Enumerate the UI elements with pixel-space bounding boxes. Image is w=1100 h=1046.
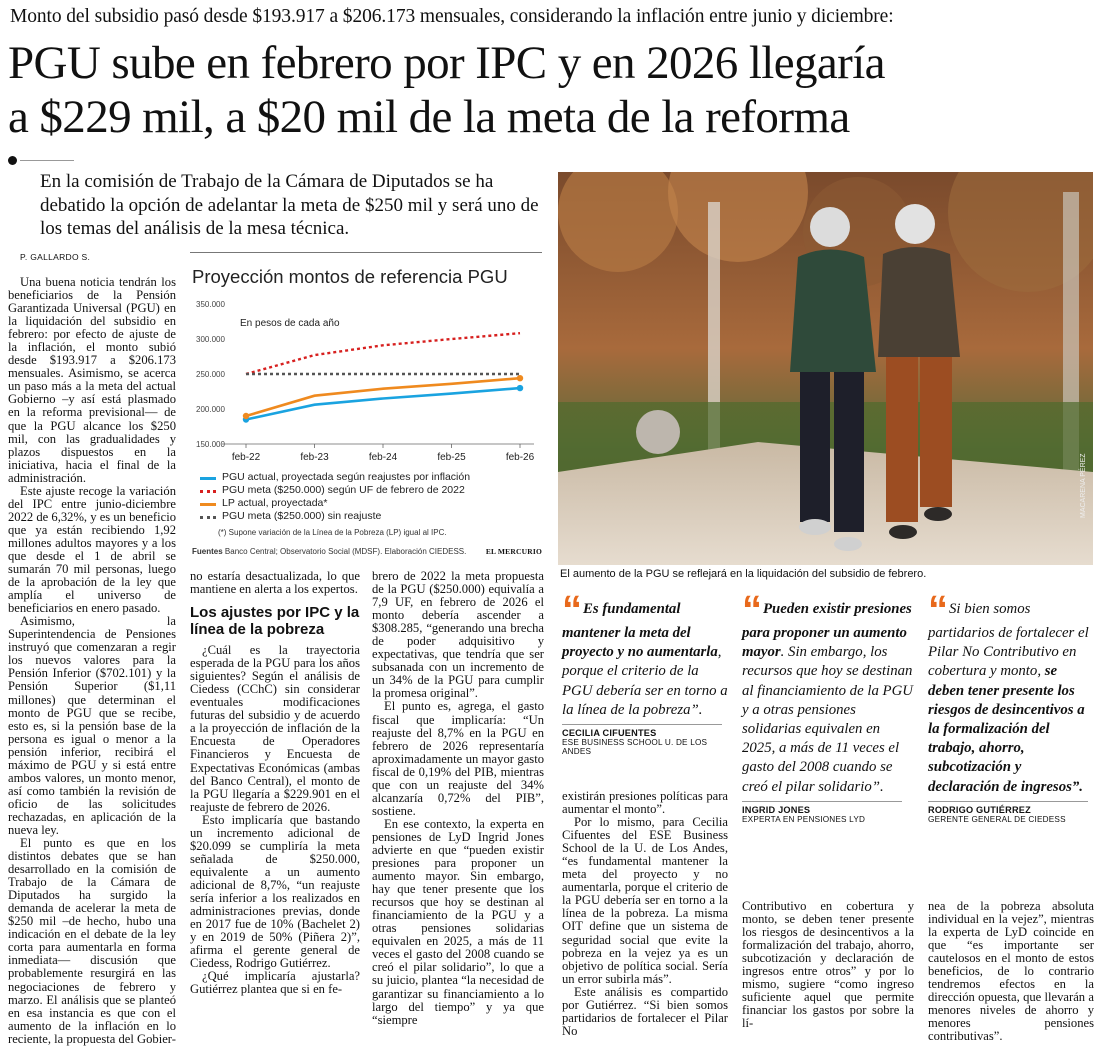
x-tick-label: feb-23 — [300, 452, 329, 463]
chart-title: Proyección montos de referencia PGU — [192, 266, 508, 287]
subheading: Los ajustes por IPC y la línea de la pobreza — [190, 604, 360, 639]
headline-line-2: a $229 mil, a $20 mil de la meta de la reforma — [8, 91, 850, 143]
quote-bold: se deben tener presente los riesgos de desincentivos a la formalización del trabajo, ahorro, subcotización y declaración de ingresos”. — [928, 663, 1085, 795]
legend-swatch — [200, 490, 216, 493]
paragraph: Contributivo en cobertura y monto, se deben tener presente los riesgos de desincentivos a la formalización del trabajo, ahorro, subcotización y declaración de ingresos entre otros” y por lo mismo, sugiere “como ingreso suficiente aquel que permite financiar los gastos por sobre la lí- — [742, 899, 914, 1031]
paragraph: Esto implicaría que bastando un incremento adicional de $20.099 se cumpliría la meta señalada de $250.000, equivalente a un aumento adicional de 8,7%, “un reajuste sería inferior a los realizados en administraciones previas, donde en 2017 fue de 10% (Bachelet 2) y en 2019 de 50% (Piñera 2)”, afirma el gerente general de Ciedess, Rodrigo Gutiérrez. — [190, 812, 360, 971]
column-3 — [372, 570, 544, 1027]
paragraph: brero de 2022 la meta propuesta de la PGU ($250.000) equivalía a 7,9 UF, en febrero de 2026 el monto debería ascender a $308.285, “generando una brecha de poder adquisitivo y expectativas, que tendría que ser subsanada con un incremento de un 34% de la PGU para cumplir la promesa original”. — [372, 569, 544, 701]
series-point-2 — [517, 375, 523, 381]
paragraph: existirán presiones políticas para aumentar el monto”. — [562, 789, 728, 817]
paragraph: Este ajuste recoge la variación del IPC entre junio-diciembre 2022 de 6,32%, y es un beneficio que ya están recibiendo 1,92 millones adultos mayores y a los que desde el 1 de abril se sumarán 70 mil personas, luego de la aprobación de la ley que amplía el universo de beneficiarios en enero pasado. — [8, 483, 176, 616]
paragraph: El punto es, agrega, el gasto fiscal que implicaría: “Un reajuste del 8,7% en la PGU en febrero de 2026 representaría aproximadamente un mayor gasto fiscal de 0,19% del PIB, mientras que con un reajuste del 34% alcanzaría 0,72% del PIB”, sostiene. — [372, 699, 544, 818]
byline: P. GALLARDO S. — [20, 252, 91, 262]
legend-item — [222, 471, 470, 484]
series-point-0 — [517, 385, 523, 391]
paragraph: Por lo mismo, para Cecilia Cifuentes del ESE Business School de la U. de Los Andes, “es fundamental mantener la meta del proyecto y no aumentarla, porque el criterio de la PGU debería ser en torno a la línea de la pobreza. La misma OIT define que un sistema de seguridad social que evite la pobreza en la vejez ya es un objetivo de política social. Sería un error subirla más”. — [562, 815, 728, 986]
paragraph: El punto es que en los distintos debates que se han desarrollado en la comisión de Trabajo de la Cámara de Diputados ha surgido la demanda de acelerar la meta de $250 mil –de hecho, hubo una indicación en el debate de la ley corta para aumentarla en forma inmediata— discusión que probablemente resurgirá en las negociaciones de febrero y marzo. El análisis que se planteó en esa instancia es que con el aumento de la inflación en lo reciente, la propuesta del Gobier- — [8, 836, 176, 1046]
x-tick-label: feb-26 — [505, 452, 535, 463]
kicker: Monto del subsidio pasó desde $193.917 a $206.173 mensuales, considerando la inflación entre junio y diciembre: — [10, 6, 894, 27]
column-6 — [928, 900, 1094, 1044]
quote-author-role: ESE BUSINESS SCHOOL U. DE LOS ANDES — [562, 738, 708, 757]
legend-swatch — [200, 516, 216, 519]
paragraph: ¿Qué implicaría ajustarla? Gutiérrez plantea que si en fe- — [190, 969, 360, 997]
x-tick-label: feb-24 — [368, 452, 398, 463]
quote-author-role: EXPERTA EN PENSIONES LYD — [742, 814, 866, 824]
y-tick-label: 250.000 — [196, 370, 225, 379]
column-4 — [562, 790, 728, 1038]
column-2 — [190, 570, 360, 996]
quote-mark-icon: “ — [928, 588, 945, 632]
quote-lead: Si bien somos partidarios de fortalecer el Pilar No Contributivo en cobertura y monto, — [928, 601, 1089, 680]
quote-author: RODRIGO GUTIÉRREZ — [928, 804, 1031, 815]
chart-top-rule — [190, 252, 542, 253]
divider — [928, 801, 1088, 802]
section-bullet-icon — [8, 156, 17, 165]
series-line-1 — [246, 333, 520, 374]
chart-source-label: Fuentes — [192, 547, 223, 556]
y-tick-label: 300.000 — [196, 335, 225, 344]
quote-author: INGRID JONES — [742, 804, 811, 815]
chart-subtitle: En pesos de cada año — [240, 318, 340, 329]
paragraph: Asimismo, la Superintendencia de Pensiones instruyó que comenzaran a regir los nuevos valores para la Pensión Inferior ($702.101) y la Pensión Superior ($1,11 millones) que determinan el monto de PGU que se recibe, esto es, si la pensión base de la persona es igual o menor a la pensión inferior, recibirá el máximo de PGU y si está entre ambos valores, un monto menor, así como también la revisión de oficio de las solicitudes rechazadas, en aplicación de la nueva ley. — [8, 614, 176, 837]
x-tick-label: feb-25 — [437, 452, 466, 463]
chart-source — [192, 547, 466, 556]
photo-caption: El aumento de la PGU se reflejará en la liquidación del subsidio de febrero. — [560, 568, 927, 580]
quote-author: CECILIA CIFUENTES — [562, 728, 657, 739]
paragraph: Una buena noticia tendrán los beneficiarios de la Pensión Garantizada Universal (PGU) en la liquidación del subsidio en febrero: por efecto de ajuste de la inflación, el monto subió desde $193.917 a $206.173 mensuales. Asimismo, se acerca un paso más a la meta del actual Gobierno –y así está plasmado en la reforma previsional— de que la PGU alcance los $250 mil, con las gradualidades y plazos dispuestos en la iniciativa, hacia el final de la administración. — [8, 275, 176, 485]
legend-label: PGU actual, proyectada según reajustes por inflación — [222, 471, 471, 483]
headline-line-1: PGU sube en febrero por IPC y en 2026 llegaría — [8, 37, 885, 89]
paragraph: En ese contexto, la experta en pensiones de LyD Ingrid Jones advierte en que “pueden existir presiones para proponer un aumento mayor. Sin embargo, hay que tener presente que los recursos que hoy se destinan al financiamiento de la PGU y a otras pensiones solidarias equivalen en 2025, a más de 11 veces el gasto del 2008 cuando se creó el pilar solidario”, lo que a su juicio, plantea “la necesidad de garantizar su financiamiento a lo largo del tiempo” y ya que “siempre — [372, 816, 544, 1027]
headline — [8, 36, 1098, 144]
quote-text — [928, 588, 1096, 797]
deck: En la comisión de Trabajo de la Cámara de Diputados se ha debatido la opción de adelantar la meta de $250 mil y será uno de los temas del análisis de la mesa técnica. — [40, 171, 539, 239]
paragraph: nea de la pobreza absoluta individual en la vejez”, mientras la experta de LyD coincide en que “es importante ser cautelosos en el monto de estos beneficios, de lo contrario tendremos efectos en la dirección opuesta, que llevarán a menores niveles de ahorro y menores pensiones contributivas”. — [928, 899, 1094, 1044]
legend-item — [222, 484, 465, 497]
legend-swatch — [200, 503, 216, 506]
divider — [742, 801, 902, 802]
photo-illustration — [558, 172, 1093, 565]
photo-credit: MACARENA PÉREZ — [1080, 453, 1087, 518]
legend-label: PGU meta ($250.000) según UF de febrero de 2022 — [222, 484, 465, 496]
paragraph: ¿Cuál es la trayectoria esperada de la PGU para los años siguientes? Según el análisis de Ciedess (CChC) sin considerar eventuales modificaciones futuras del subsidio y de acuerdo a la proyección de inflación de la Encuesta de Operadores Financieros y Encuesta de Expectativas Económicas (ambas del Banco Central), el monto de la PGU llegaría a $229.901 en el reajuste de febrero de 2026. — [190, 643, 360, 814]
quote-rest: . Sin embargo, los recursos que hoy se destinan al financiamiento de la PGU y a otras pensiones solidarias equivalen en 2025, a más de 11 veces el gasto del 2008 cuando se creó el pilar solidario”. — [742, 644, 913, 795]
legend-item — [222, 497, 327, 510]
y-tick-label: 200.000 — [196, 405, 225, 414]
photo-two-elderly-men-walking — [558, 172, 1093, 565]
quote-bold: Pueden existir presiones para proponer un aumento mayor — [742, 601, 912, 661]
series-point-2 — [243, 413, 249, 419]
legend-item — [222, 510, 381, 523]
quote-text — [562, 588, 728, 720]
divider — [20, 160, 74, 161]
quote-mark-icon: “ — [742, 588, 759, 632]
paragraph: no estaría desactualizada, lo que mantiene en alerta a los expertos. — [190, 569, 360, 597]
chart-source-text: Banco Central; Observatorio Social (MDSF). Elaboración CIEDESS. — [224, 547, 467, 556]
quote-author-role: GERENTE GENERAL DE CIEDESS — [928, 814, 1066, 824]
column-5 — [742, 900, 914, 1030]
x-tick-label: feb-22 — [231, 452, 261, 463]
column-1 — [8, 276, 176, 1046]
legend-label: PGU meta ($250.000) sin reajuste — [222, 510, 382, 522]
quote-text — [742, 588, 914, 797]
pull-quote-3 — [928, 588, 1096, 824]
chart-note: (*) Supone variación de la Línea de la Pobreza (LP) igual al IPC. — [218, 528, 447, 537]
pull-quote-2 — [742, 588, 914, 824]
quote-mark-icon: “ — [562, 588, 579, 632]
quote-rest: , porque el criterio de la PGU debería ser en torno a la línea de la pobreza”. — [562, 644, 728, 718]
y-tick-label: 150.000 — [196, 440, 225, 449]
paragraph: Este análisis es compartido por Gutiérrez. “Si bien somos partidarios de fortalecer el Pilar No — [562, 984, 728, 1038]
quote-bold: Es fundamental mantener la meta del proyecto y no aumentarla — [562, 601, 718, 661]
y-tick-label: 350.000 — [196, 300, 225, 309]
legend-label: LP actual, proyectada* — [222, 497, 328, 509]
chart — [190, 252, 544, 562]
pull-quote-1 — [562, 588, 728, 757]
divider — [562, 724, 722, 725]
publisher-logo: EL MERCURIO — [485, 547, 542, 556]
legend-swatch — [200, 477, 216, 480]
